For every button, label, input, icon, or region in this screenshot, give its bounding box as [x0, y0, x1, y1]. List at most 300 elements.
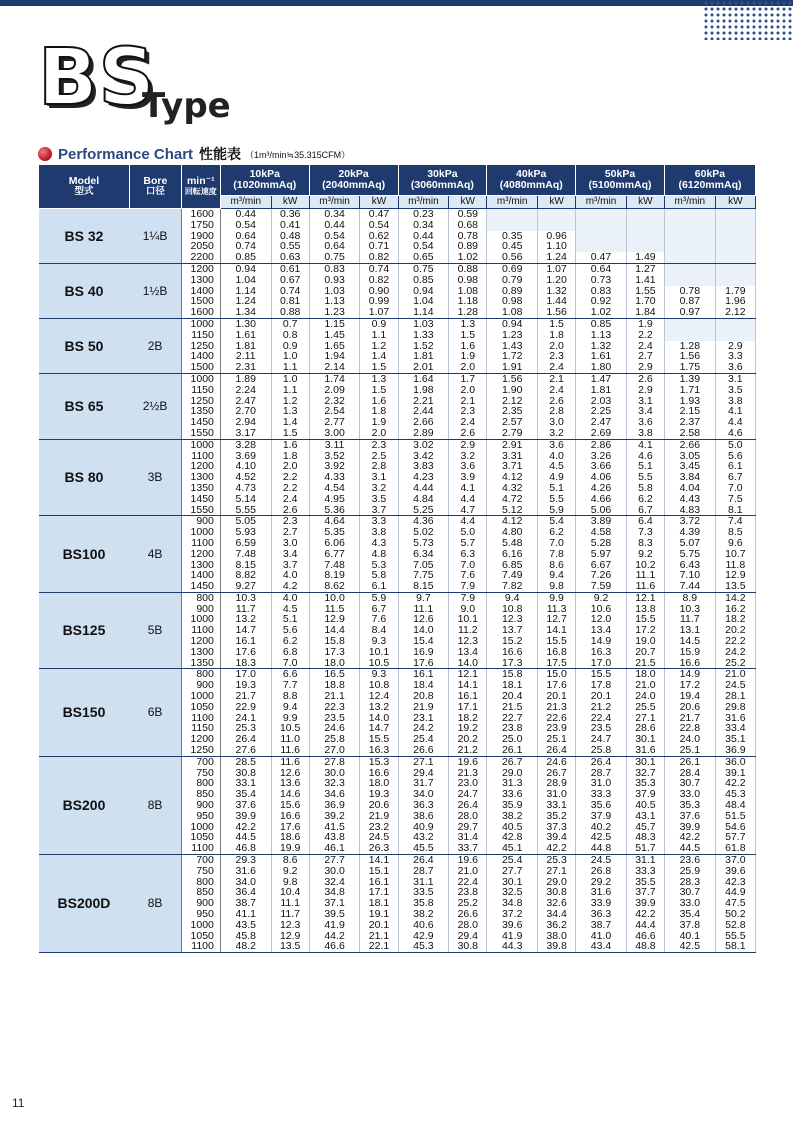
power-cell: 9.0: [449, 604, 487, 615]
power-cell: 6.7: [626, 505, 664, 516]
flow-cell: 6.43: [664, 560, 715, 571]
power-cell: 42.2: [626, 909, 664, 920]
power-cell: 28.9: [538, 778, 576, 789]
flow-cell: 0.98: [487, 296, 538, 307]
flow-cell: 4.12: [487, 472, 538, 483]
flow-cell: 0.64: [576, 263, 627, 274]
power-cell: 6.1: [715, 461, 755, 472]
bore-size: 1½B: [129, 263, 181, 318]
flow-cell: 0.44: [398, 231, 449, 242]
unit-power: kW: [360, 196, 398, 209]
flow-cell: 17.2: [664, 680, 715, 691]
flow-cell: 3.52: [309, 451, 360, 462]
flow-cell: 14.9: [576, 636, 627, 647]
power-cell: 18.1: [360, 898, 398, 909]
power-cell: 3.8: [715, 396, 755, 407]
flow-cell: 7.10: [664, 570, 715, 581]
power-cell: 1.5: [271, 428, 309, 439]
flow-cell: 32.3: [309, 778, 360, 789]
power-cell: 35.2: [538, 811, 576, 822]
power-cell: 50.2: [715, 909, 755, 920]
power-cell: 0.74: [271, 286, 309, 297]
power-cell: 52.8: [715, 920, 755, 931]
flow-cell: [664, 241, 715, 252]
flow-cell: 21.2: [576, 702, 627, 713]
power-cell: 2.1: [538, 373, 576, 384]
flow-cell: 34.8: [487, 898, 538, 909]
flow-cell: 2.57: [487, 417, 538, 428]
flow-cell: 3.26: [576, 451, 627, 462]
flow-cell: 1.15: [309, 318, 360, 329]
table-row: [39, 516, 756, 527]
flow-cell: 24.5: [576, 855, 627, 866]
flow-cell: 35.9: [487, 800, 538, 811]
power-cell: 32.6: [538, 898, 576, 909]
unit-flow: m³/min: [398, 196, 449, 209]
flow-cell: 2.66: [664, 439, 715, 450]
flow-cell: 25.9: [664, 866, 715, 877]
power-cell: 14.6: [271, 789, 309, 800]
flow-cell: 16.6: [487, 647, 538, 658]
flow-cell: 20.8: [398, 691, 449, 702]
flow-cell: 8.15: [398, 581, 449, 592]
flow-cell: 3.83: [398, 461, 449, 472]
power-cell: 2.3: [271, 516, 309, 527]
power-cell: 33.3: [626, 866, 664, 877]
flow-cell: 5.48: [487, 538, 538, 549]
table-row: [39, 669, 756, 680]
flow-cell: 2.35: [487, 406, 538, 417]
flow-cell: 16.6: [664, 658, 715, 669]
speed-cell: 1000: [181, 439, 220, 450]
flow-cell: 4.80: [487, 527, 538, 538]
table-row: [39, 592, 756, 603]
flow-cell: 0.23: [398, 209, 449, 220]
bore-size: 8B: [129, 855, 181, 953]
power-cell: 21.0: [715, 669, 755, 680]
flow-cell: 0.64: [309, 241, 360, 252]
power-cell: 1.6: [449, 341, 487, 352]
flow-cell: 1.98: [398, 385, 449, 396]
power-cell: 1.8: [538, 330, 576, 341]
flow-cell: 22.3: [309, 702, 360, 713]
flow-cell: 26.1: [487, 745, 538, 756]
power-cell: 3.2: [360, 483, 398, 494]
flow-cell: 0.75: [398, 263, 449, 274]
power-cell: 13.2: [360, 702, 398, 713]
power-cell: 0.36: [271, 209, 309, 220]
flow-cell: 29.2: [576, 877, 627, 888]
flow-cell: 0.73: [576, 275, 627, 286]
power-cell: 6.6: [271, 669, 309, 680]
power-cell: 12.9: [715, 570, 755, 581]
flow-cell: 16.9: [398, 647, 449, 658]
flow-cell: 1.43: [487, 341, 538, 352]
power-cell: 9.9: [271, 713, 309, 724]
flow-cell: 28.3: [664, 877, 715, 888]
power-cell: 54.6: [715, 822, 755, 833]
power-cell: 2.4: [538, 385, 576, 396]
flow-cell: 1.14: [398, 307, 449, 318]
power-cell: 14.7: [360, 723, 398, 734]
flow-cell: 13.7: [487, 625, 538, 636]
flow-cell: 38.7: [220, 898, 271, 909]
bore-size: 5B: [129, 592, 181, 669]
power-cell: 10.1: [360, 647, 398, 658]
flow-cell: 1.93: [664, 396, 715, 407]
flow-cell: 38.6: [398, 811, 449, 822]
flow-cell: 24.2: [398, 723, 449, 734]
flow-cell: 0.85: [220, 252, 271, 263]
flow-cell: 7.48: [309, 560, 360, 571]
power-cell: 10.4: [271, 887, 309, 898]
speed-cell: 1250: [181, 341, 220, 352]
power-cell: 12.7: [538, 614, 576, 625]
col-model-label-jp: 型式: [74, 185, 94, 197]
power-cell: 22.2: [715, 636, 755, 647]
power-cell: 7.9: [449, 581, 487, 592]
speed-cell: 1000: [181, 614, 220, 625]
power-cell: 17.6: [538, 680, 576, 691]
flow-cell: 25.3: [220, 723, 271, 734]
power-cell: 55.5: [715, 931, 755, 942]
flow-cell: 2.91: [487, 439, 538, 450]
power-cell: 25.5: [626, 702, 664, 713]
power-cell: 22.1: [360, 941, 398, 952]
flow-cell: 1.65: [309, 341, 360, 352]
power-cell: 3.1: [715, 373, 755, 384]
power-cell: 36.2: [538, 920, 576, 931]
speed-cell: 900: [181, 898, 220, 909]
flow-cell: 28.7: [398, 866, 449, 877]
power-cell: 25.2: [715, 658, 755, 669]
flow-cell: 9.7: [398, 592, 449, 603]
power-cell: 51.5: [715, 811, 755, 822]
flow-cell: 0.34: [309, 209, 360, 220]
flow-cell: 31.3: [487, 778, 538, 789]
flow-cell: 45.8: [220, 931, 271, 942]
power-cell: 18.2: [715, 614, 755, 625]
flow-cell: 1.24: [220, 296, 271, 307]
flow-cell: 5.12: [487, 505, 538, 516]
power-cell: 24.6: [538, 756, 576, 767]
power-cell: 1.7: [449, 373, 487, 384]
power-cell: 4.8: [360, 549, 398, 560]
flow-cell: 40.5: [487, 822, 538, 833]
flow-cell: 37.6: [664, 811, 715, 822]
flow-cell: 38.2: [487, 811, 538, 822]
power-cell: 2.4: [271, 494, 309, 505]
flow-cell: 7.49: [487, 570, 538, 581]
power-cell: 2.4: [538, 362, 576, 373]
power-cell: 1.8: [271, 451, 309, 462]
flow-cell: 10.8: [487, 604, 538, 615]
flow-cell: 24.0: [664, 734, 715, 745]
power-cell: 3.0: [271, 538, 309, 549]
power-cell: 2.4: [626, 341, 664, 352]
power-cell: 14.1: [538, 625, 576, 636]
flow-cell: 0.85: [398, 275, 449, 286]
flow-cell: 8.19: [309, 570, 360, 581]
power-cell: 2.0: [449, 385, 487, 396]
power-cell: 1.3: [271, 406, 309, 417]
flow-cell: 3.72: [664, 516, 715, 527]
col-speed-label: min⁻¹: [186, 174, 215, 187]
speed-cell: 1000: [181, 920, 220, 931]
flow-cell: 40.1: [664, 931, 715, 942]
power-cell: 6.2: [626, 494, 664, 505]
power-cell: 1.5: [360, 385, 398, 396]
flow-cell: 15.4: [398, 636, 449, 647]
flow-cell: 4.54: [309, 483, 360, 494]
power-cell: 19.0: [626, 636, 664, 647]
table-row: [39, 373, 756, 384]
flow-cell: 16.3: [576, 647, 627, 658]
pressure-kpa: 20kPa: [338, 168, 369, 181]
power-cell: 24.7: [449, 789, 487, 800]
flow-cell: 4.26: [576, 483, 627, 494]
flow-cell: 26.6: [398, 745, 449, 756]
power-cell: 28.0: [449, 811, 487, 822]
flow-cell: 37.8: [664, 920, 715, 931]
flow-cell: 2.44: [398, 406, 449, 417]
flow-cell: 43.2: [398, 832, 449, 843]
power-cell: 21.5: [626, 658, 664, 669]
power-cell: 6.7: [360, 604, 398, 615]
flow-cell: 18.0: [309, 658, 360, 669]
power-cell: 0.81: [271, 296, 309, 307]
flow-cell: 3.84: [664, 472, 715, 483]
flow-cell: 1.75: [664, 362, 715, 373]
power-cell: 11.8: [715, 560, 755, 571]
flow-cell: 26.4: [398, 855, 449, 866]
flow-cell: 12.3: [487, 614, 538, 625]
flow-cell: 23.6: [664, 855, 715, 866]
power-cell: 0.82: [360, 252, 398, 263]
flow-cell: 4.52: [220, 472, 271, 483]
power-cell: 11.6: [626, 581, 664, 592]
power-cell: 16.3: [360, 745, 398, 756]
flow-cell: 23.1: [398, 713, 449, 724]
power-cell: 31.6: [715, 713, 755, 724]
flow-cell: 3.05: [664, 451, 715, 462]
power-cell: 20.1: [360, 920, 398, 931]
flow-cell: 4.04: [664, 483, 715, 494]
flow-cell: 0.54: [220, 220, 271, 231]
power-cell: 15.5: [360, 734, 398, 745]
power-cell: 10.1: [449, 614, 487, 625]
model-name: BS150: [39, 669, 130, 756]
power-cell: 0.68: [449, 220, 487, 231]
flow-cell: 0.89: [487, 286, 538, 297]
flow-cell: 36.3: [576, 909, 627, 920]
bore-size: 4B: [129, 516, 181, 593]
performance-table-body: [39, 209, 756, 953]
power-cell: 6.2: [271, 636, 309, 647]
power-cell: 23.9: [538, 723, 576, 734]
flow-cell: 35.8: [398, 898, 449, 909]
power-cell: 16.6: [271, 811, 309, 822]
flow-cell: 5.05: [220, 516, 271, 527]
power-cell: 5.6: [715, 451, 755, 462]
flow-cell: 35.3: [664, 800, 715, 811]
flow-cell: 1.64: [398, 373, 449, 384]
power-cell: 8.8: [271, 691, 309, 702]
power-cell: 0.90: [360, 286, 398, 297]
flow-cell: 9.27: [220, 581, 271, 592]
heading-english: Performance Chart: [58, 145, 194, 163]
power-cell: 1.5: [538, 318, 576, 329]
power-cell: 0.99: [360, 296, 398, 307]
flow-cell: 33.3: [576, 789, 627, 800]
power-cell: 9.4: [271, 702, 309, 713]
flow-cell: 7.26: [576, 570, 627, 581]
power-cell: 2.0: [360, 428, 398, 439]
flow-cell: 15.8: [309, 636, 360, 647]
flow-cell: 1.13: [309, 296, 360, 307]
power-cell: 1.3: [360, 373, 398, 384]
power-cell: 36.0: [715, 756, 755, 767]
power-cell: 13.8: [626, 604, 664, 615]
power-cell: 2.6: [626, 373, 664, 384]
power-cell: 9.2: [626, 549, 664, 560]
power-cell: 45.3: [715, 789, 755, 800]
flow-cell: 5.75: [664, 549, 715, 560]
power-cell: 46.6: [626, 931, 664, 942]
flow-cell: 0.54: [309, 231, 360, 242]
section-heading: [38, 145, 350, 163]
power-cell: 9.9: [538, 592, 576, 603]
speed-cell: 1750: [181, 220, 220, 231]
flow-cell: 15.9: [664, 647, 715, 658]
flow-cell: 39.9: [664, 822, 715, 833]
power-cell: 1.20: [538, 275, 576, 286]
speed-cell: 1400: [181, 570, 220, 581]
col-pressure-30: [398, 165, 487, 196]
speed-cell: 1550: [181, 428, 220, 439]
pressure-mmaq: (3060mmAq): [410, 179, 474, 191]
power-cell: 36.9: [715, 745, 755, 756]
power-cell: 29.4: [449, 931, 487, 942]
power-cell: 1.1: [271, 362, 309, 373]
power-cell: 2.7: [626, 351, 664, 362]
flow-cell: 3.31: [487, 451, 538, 462]
power-cell: 8.5: [715, 527, 755, 538]
power-cell: 12.9: [271, 931, 309, 942]
flow-cell: 0.97: [664, 307, 715, 318]
power-cell: 0.88: [449, 263, 487, 274]
power-cell: 39.8: [538, 941, 576, 952]
speed-cell: 1600: [181, 307, 220, 318]
flow-cell: 46.6: [309, 941, 360, 952]
flow-cell: 27.7: [487, 866, 538, 877]
flow-cell: 30.0: [309, 768, 360, 779]
speed-cell: 1150: [181, 385, 220, 396]
power-cell: 3.8: [360, 527, 398, 538]
flow-cell: 3.89: [576, 516, 627, 527]
flow-cell: 32.4: [309, 877, 360, 888]
flow-cell: 2.37: [664, 417, 715, 428]
flow-cell: 26.4: [220, 734, 271, 745]
flow-cell: 6.77: [309, 549, 360, 560]
flow-cell: 2.09: [309, 385, 360, 396]
power-cell: 2.9: [626, 385, 664, 396]
flow-cell: 1.14: [220, 286, 271, 297]
power-cell: 2.2: [271, 483, 309, 494]
flow-cell: 26.7: [487, 756, 538, 767]
power-cell: 26.4: [538, 745, 576, 756]
power-cell: 5.1: [538, 483, 576, 494]
speed-cell: 2200: [181, 252, 220, 263]
flow-cell: 26.4: [576, 756, 627, 767]
power-cell: 1.9: [449, 351, 487, 362]
speed-cell: 1000: [181, 691, 220, 702]
flow-cell: 2.77: [309, 417, 360, 428]
power-cell: 6.4: [626, 516, 664, 527]
flow-cell: 1.34: [220, 307, 271, 318]
power-cell: 44.4: [626, 920, 664, 931]
power-cell: [715, 220, 755, 231]
power-cell: 14.2: [715, 592, 755, 603]
speed-cell: 1300: [181, 647, 220, 658]
bore-size: 8B: [129, 756, 181, 854]
heading-japanese: 性能表: [199, 146, 242, 162]
model-name: BS100: [39, 516, 130, 593]
power-cell: 61.8: [715, 843, 755, 854]
speed-cell: 1200: [181, 263, 220, 274]
speed-cell: 850: [181, 789, 220, 800]
pressure-mmaq: (5100mmAq): [588, 179, 652, 191]
flow-cell: 39.2: [309, 811, 360, 822]
flow-cell: 35.4: [664, 909, 715, 920]
power-cell: 2.7: [271, 527, 309, 538]
speed-cell: 1500: [181, 362, 220, 373]
flow-cell: 5.55: [220, 505, 271, 516]
power-cell: 34.4: [538, 909, 576, 920]
power-cell: 11.1: [271, 898, 309, 909]
flow-cell: 5.36: [309, 505, 360, 516]
power-cell: 11.2: [449, 625, 487, 636]
flow-cell: 42.2: [664, 832, 715, 843]
speed-cell: 1250: [181, 396, 220, 407]
power-cell: 8.6: [538, 560, 576, 571]
speed-cell: 1000: [181, 527, 220, 538]
power-cell: 19.3: [360, 789, 398, 800]
power-cell: 1.84: [626, 307, 664, 318]
power-cell: 9.4: [538, 570, 576, 581]
bore-size: 2½B: [129, 373, 181, 439]
flow-cell: 34.8: [309, 887, 360, 898]
power-cell: 6.3: [449, 549, 487, 560]
power-cell: 1.44: [538, 296, 576, 307]
flow-cell: 17.0: [220, 669, 271, 680]
flow-cell: 5.07: [664, 538, 715, 549]
power-cell: 0.67: [271, 275, 309, 286]
power-cell: 9.3: [360, 636, 398, 647]
power-cell: 13.6: [271, 778, 309, 789]
flow-cell: [664, 330, 715, 341]
model-name: BS 32: [39, 209, 130, 264]
flow-cell: 21.1: [309, 691, 360, 702]
power-cell: 13.5: [715, 581, 755, 592]
flow-cell: 3.42: [398, 451, 449, 462]
flow-cell: 10.3: [664, 604, 715, 615]
speed-cell: 1000: [181, 318, 220, 329]
flow-cell: 2.24: [220, 385, 271, 396]
flow-cell: 3.00: [309, 428, 360, 439]
power-cell: 10.5: [360, 658, 398, 669]
speed-cell: 700: [181, 855, 220, 866]
